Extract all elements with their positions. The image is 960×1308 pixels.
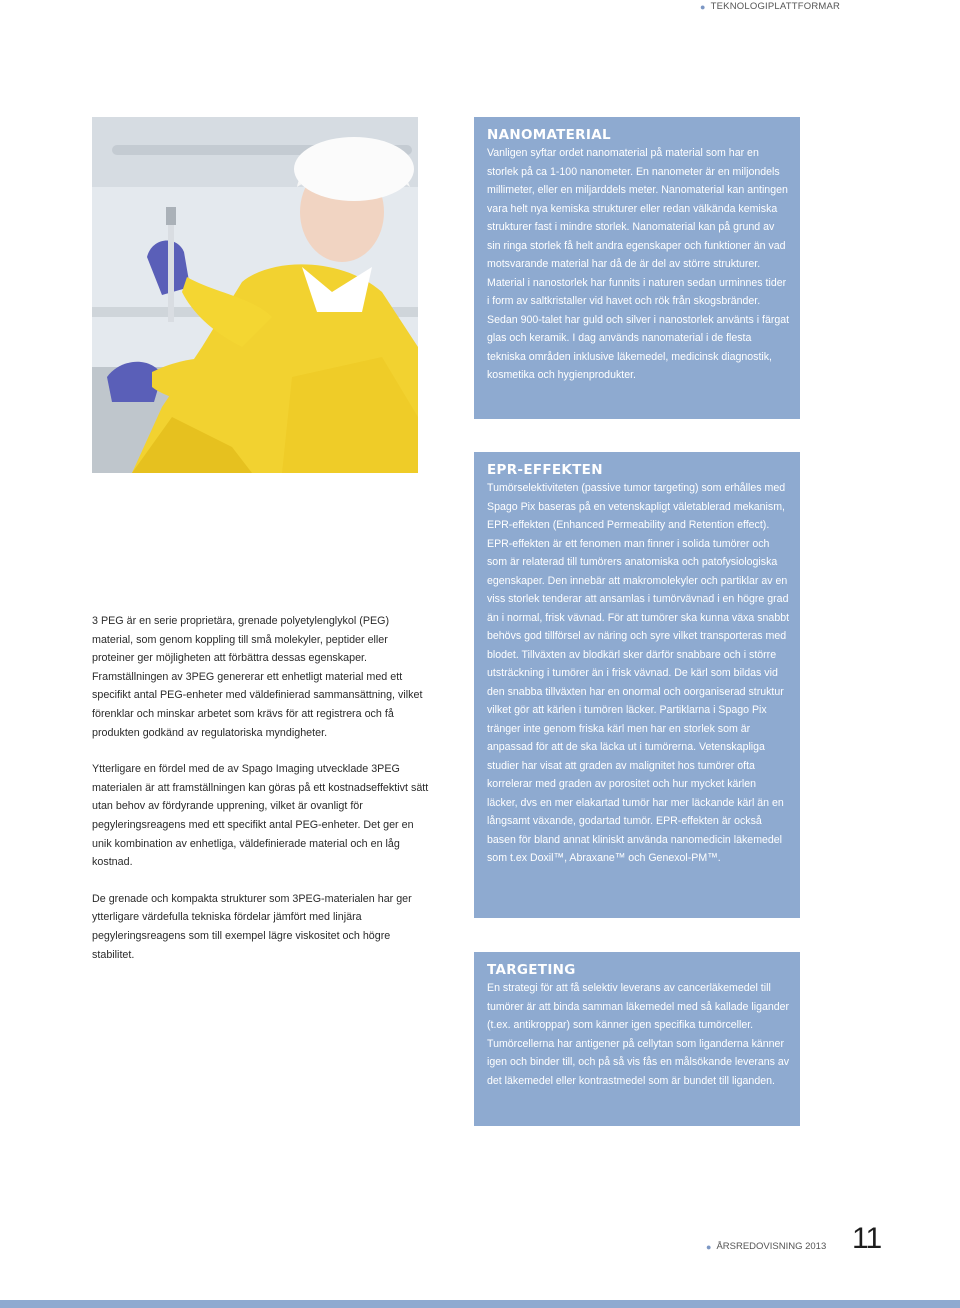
section-header [700, 1, 840, 12]
bullet-icon: ● [700, 1, 706, 12]
lab-photo [92, 117, 418, 473]
epr-title: EPR-EFFEKTEN [487, 462, 603, 478]
bullet-icon: ● [706, 1241, 712, 1252]
epr-text: Tumörselektiviteten (passive tumor targeting) som erhålles med Spago Pix baseras på en vetenskapligt väletablerad mekanism, EPR-effekten (Enhanced Permeability and Retention effect). EPR-effekten är ett fenomen man finner i solida tumörer och som är relaterad till tumörers anatomiska och patofysiologiska egenskaper. Den innebär att makromolekyler och partiklar av en viss storlek tenderar att ansamlas i tumörvävnad i en högre grad än i normal, frisk vävnad. För att tumörer ska kunna växa snabbt behövs god tillförsel av näring och syre vilket transporteras med blodet. Tillväxten av blodkärl sker därför snabbare och i större utsträckning i tumörer än i frisk vävnad. De kärl som bildas vid den snabba tillväxten har en onormal och oorganiserad struktur vilket gör att kärlen i tumören läcker. Partiklarna i Spago Pix tränger inte genom friska kärl men har en storlek som är anpassad för att de ska läcka ut i tumörerna. Vetenskapliga studier har visat att graden av malignitet hos tumörer ofta korrelerar med graden av porositet och hur mycket kärlen läcker, dvs en mer elakartad tumör har mer läckande kärl än en långsamt växande, godartad tumör. EPR-effekten är också basen för bland annat kliniskt använda nanomedicin läkemedel som t.ex Doxil™, Abraxane™ och Genexol-PM™. [487, 482, 790, 864]
footer-label [706, 1241, 826, 1252]
nanomaterial-title: NANOMATERIAL [487, 127, 611, 143]
epr-box [474, 452, 800, 918]
targeting-text: En strategi för att få selektiv leverans av cancerläkemedel till tumörer är att binda samman läkemedel med så kallade ligander (t.ex. antikroppar) som känner igen specifika tumörceller. Tumörcellerna har antigener på cellytan som liganderna känner igen och binder till, och på så vis fås en målsökande leverans av det läkemedel eller kontrastmedel som är bundet till liganden. [487, 982, 790, 1087]
nanomaterial-text: Vanligen syftar ordet nanomaterial på material som har en storlek på ca 1-100 nanometer. En nanometer är en miljondels millimeter, eller en miljarddels meter. Nanomaterial kan antingen vara helt nya kemiska strukturer eller redan välkända kemiska strukturer fast i mindre storlek. Nanomaterial kan på grund av sin ringa storlek få helt andra egenskaper och funktioner än vad motsvarande material har då de är del av större strukturer. Material i nanostorlek har funnits i naturen sedan urminnes tider i form av saltkristaller vid havet och rök från skogsbränder. Sedan 900-talet har guld och silver i nanostorlek använts i färgat glas och keramik. I dag används nanomaterial i de flesta tekniska områden inklusive läkemedel, medicinsk diagnostik, kosmetika och hygienprodukter. [487, 147, 790, 381]
page-number: 11 [852, 1222, 882, 1255]
lab-photo-illustration [92, 117, 418, 473]
targeting-box [474, 952, 800, 1126]
bottom-bar [0, 1300, 960, 1308]
body-paragraph-3: De grenade och kompakta strukturer som 3PEG-materialen har ger ytterligare värdefulla tekniska fördelar jämfört med linjära pegyleringsreagens som till exempel lägre viskositet och högre stabilitet. [92, 892, 412, 961]
targeting-title: TARGETING [487, 962, 576, 978]
nanomaterial-box [474, 117, 800, 419]
body-paragraph-1: 3 PEG är en serie proprietära, grenade polyetylenglykol (PEG) material, som genom koppling till små molekyler, peptider eller proteiner ger möjligheten att förbättra dessas egenskaper. Framställningen av 3PEG genererar ett enhetligt material med ett specifikt antal PEG-enheter med väldefinierad sammansättning, vilket förenklar och minskar arbetet som krävs för att registrera och få produkten godkänd av regulatoriska myndigheter. [92, 615, 423, 739]
footer-title: ÅRSREDOVISNING 2013 [716, 1241, 827, 1252]
body-paragraph-2: Ytterligare en fördel med de av Spago Imaging utvecklade 3PEG materialen är att framställningen kan göras på ett kostnadseffektivt sätt utan behov av fördyrande upprening, vilket är ovanligt för pegyleringsreagens med ett specifikt antal PEG-enheter. Det ger en unik kombination av enhetliga, väldefinierade material och en låg kostnad. [92, 763, 429, 869]
section-title: TEKNOLOGIPLATTFORMAR [710, 1, 841, 12]
body-text [92, 612, 432, 982]
